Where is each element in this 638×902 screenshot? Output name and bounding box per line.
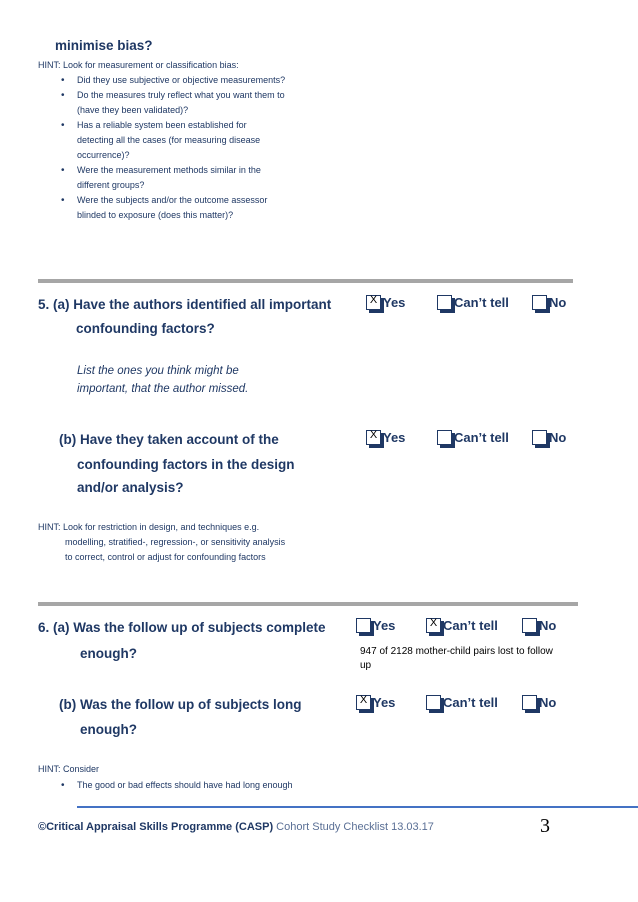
footer-rule: [77, 806, 638, 808]
q6b-no-checkbox[interactable]: [522, 695, 537, 710]
q5a-yes-option[interactable]: [366, 295, 405, 310]
q6b-yes-label: Yes: [373, 695, 396, 710]
checked-mark: X: [369, 294, 378, 306]
q6a-no-label: No: [539, 618, 557, 633]
q6a-no-option[interactable]: [522, 618, 556, 633]
footer-org: ©Critical Appraisal Skills Programme (CASP): [38, 821, 274, 833]
q5b-cant-tell-option[interactable]: [437, 430, 509, 445]
q6a-yes-label: Yes: [373, 618, 396, 633]
q5a-prompt: List the ones you think might be important, that the author missed.: [77, 365, 249, 395]
list-item: • Did they use subjective or objective measurements?: [77, 73, 337, 88]
checked-mark: X: [429, 617, 438, 629]
q6a-yes-option[interactable]: [356, 618, 395, 633]
section-divider: [38, 279, 573, 283]
question-5b-text-cont: confounding factors in the design: [77, 457, 295, 472]
list-item: • Do the measures truly reflect what you want them to (have they been validated)?: [77, 88, 337, 118]
footer-text: [38, 821, 434, 833]
q5b-no-checkbox[interactable]: [532, 430, 547, 445]
page-number: 3: [540, 815, 550, 837]
q6-hint-label: HINT: Consider: [38, 764, 100, 774]
q5-hint: HINT: Look for restriction in design, and techniques e.g. modelling, stratified-, regression-, or sensitivity analysis to correct, control or adjust for confounding factors: [38, 522, 286, 562]
question-6b-text: (b) Was the follow up of subjects long: [59, 697, 302, 712]
q5a-no-label: No: [549, 295, 567, 310]
q6b-no-option[interactable]: [522, 695, 556, 710]
q6a-cant-tell-checkbox[interactable]: [426, 618, 441, 633]
q5b-yes-option[interactable]: [366, 430, 405, 445]
list-item: • Were the subjects and/or the outcome assessor blinded to exposure (does this matter)?: [77, 193, 337, 223]
question-5a-text-cont: confounding factors?: [76, 321, 215, 336]
question-5b-text: (b) Have they taken account of the: [59, 432, 279, 447]
q6b-yes-option[interactable]: [356, 695, 395, 710]
q5b-cant-tell-label: Can’t tell: [454, 430, 509, 445]
q5a-cant-tell-option[interactable]: [437, 295, 509, 310]
hint-label: HINT: Look for measurement or classification bias:: [38, 60, 239, 70]
footer-doc: Cohort Study Checklist 13.03.17: [273, 821, 434, 833]
q6a-cant-tell-label: Can’t tell: [443, 618, 498, 633]
q5a-yes-checkbox[interactable]: [366, 295, 381, 310]
q6b-cant-tell-option[interactable]: [426, 695, 498, 710]
q5a-cant-tell-checkbox[interactable]: [437, 295, 452, 310]
q6-hint-list: [77, 778, 377, 793]
q6a-yes-checkbox[interactable]: [356, 618, 371, 633]
list-item: • The good or bad effects should have had long enough: [77, 778, 377, 793]
q5a-no-option[interactable]: [532, 295, 566, 310]
q5b-no-option[interactable]: [532, 430, 566, 445]
q5b-yes-label: Yes: [383, 430, 406, 445]
q5a-cant-tell-label: Can’t tell: [454, 295, 509, 310]
q5a-yes-label: Yes: [383, 295, 406, 310]
hint-bullet-list: [77, 73, 337, 223]
checked-mark: X: [369, 429, 378, 441]
q6b-cant-tell-checkbox[interactable]: [426, 695, 441, 710]
question-6a-text: 6. (a) Was the follow up of subjects complete: [38, 620, 326, 635]
q6a-no-checkbox[interactable]: [522, 618, 537, 633]
q6b-yes-checkbox[interactable]: [356, 695, 371, 710]
q5b-no-label: No: [549, 430, 567, 445]
q5a-no-checkbox[interactable]: [532, 295, 547, 310]
question-5a-text: 5. (a) Have the authors identified all important: [38, 297, 332, 312]
q5b-yes-checkbox[interactable]: [366, 430, 381, 445]
q6b-no-label: No: [539, 695, 557, 710]
q6a-answer-note: 947 of 2128 mother-child pairs lost to follow up: [360, 646, 553, 671]
section-divider: [38, 602, 578, 606]
list-item: • Were the measurement methods similar in the different groups?: [77, 163, 337, 193]
q6b-cant-tell-label: Can’t tell: [443, 695, 498, 710]
checked-mark: X: [359, 694, 368, 706]
question-4-heading-tail: minimise bias?: [55, 38, 153, 53]
question-6b-text-cont: enough?: [80, 722, 137, 737]
question-6a-text-cont: enough?: [80, 646, 137, 661]
q5b-cant-tell-checkbox[interactable]: [437, 430, 452, 445]
question-5b-text-cont2: and/or analysis?: [77, 480, 184, 495]
list-item: • Has a reliable system been established for detecting all the cases (for measuring disease occurrence)?: [77, 118, 337, 163]
q6a-cant-tell-option[interactable]: [426, 618, 498, 633]
